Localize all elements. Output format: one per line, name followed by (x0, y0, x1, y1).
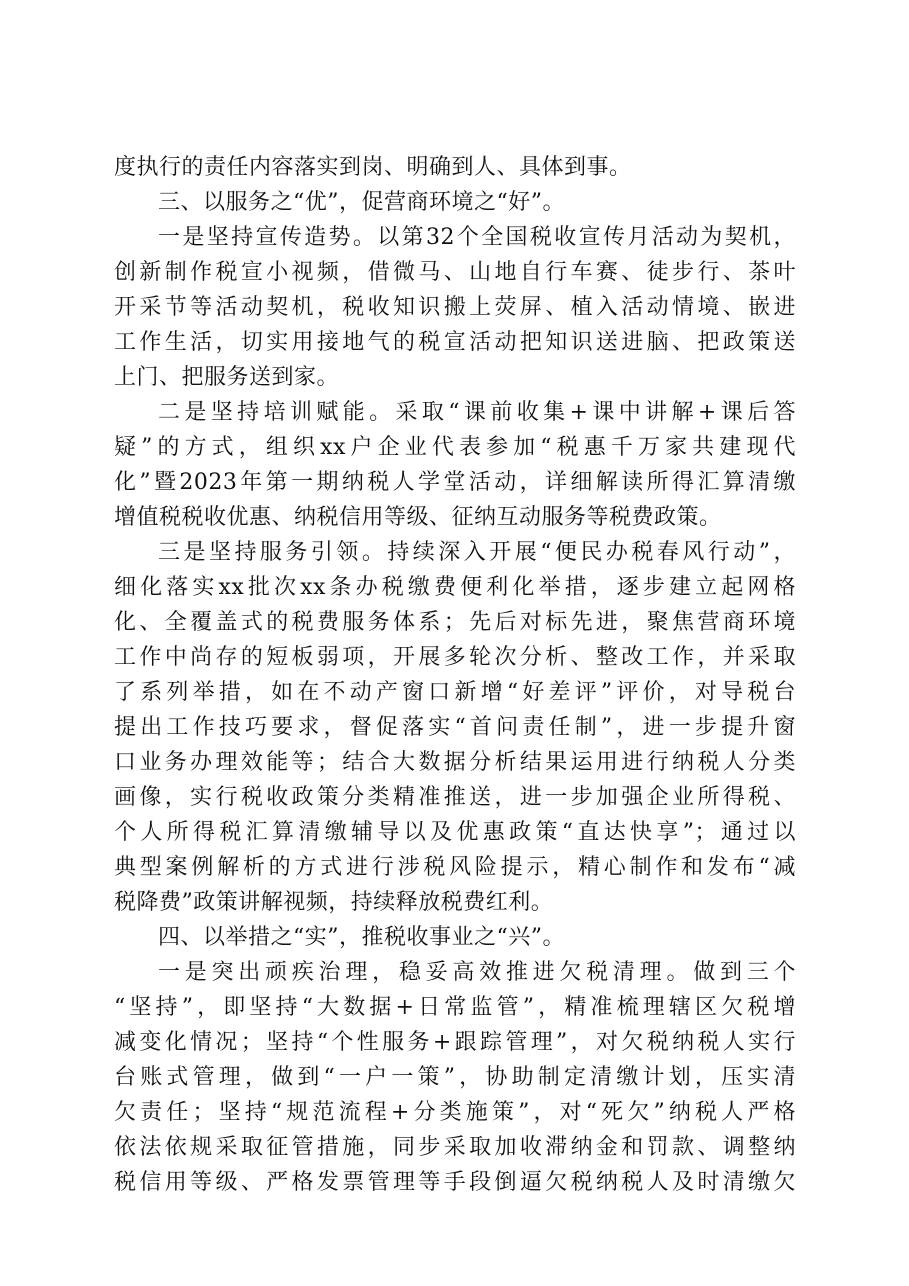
paragraph-line: 依法依规采取征管措施，同步采取加收滞纳金和罚款、调整纳 (114, 1135, 796, 1160)
paragraph-line: 一是坚持宣传造势。以第32个全国税收宣传月活动为契机， (158, 225, 796, 250)
paragraph-line: 税降费”政策讲解视频，持续释放税费红利。 (114, 890, 554, 915)
paragraph-line: 减变化情况；坚持“个性服务+跟踪管理”，对欠税纳税人实行 (114, 1030, 796, 1055)
paragraph-line: 一是突出顽疾治理，稳妥高效推进欠税清理。做到三个 (158, 960, 796, 985)
paragraph-line: 疑”的方式，组织xx户企业代表参加“税惠千万家共建现代 (114, 435, 796, 460)
paragraph-line: 上门、把服务送到家。 (114, 365, 340, 390)
paragraph-line: 画像，实行税收政策分类精准推送，进一步加强企业所得税、 (114, 785, 796, 810)
paragraph-line: 了系列举措，如在不动产窗口新增“好差评”评价，对导税台 (114, 680, 796, 705)
paragraph-line: “坚持”，即坚持“大数据+日常监管”，精准梳理辖区欠税增 (114, 995, 796, 1020)
paragraph-line: 台账式管理，做到“一户一策”，协助制定清缴计划，压实清 (114, 1065, 796, 1090)
paragraph-line: 个人所得税汇算清缴辅导以及优惠政策“直达快享”；通过以 (114, 820, 796, 845)
paragraph-line: 工作生活，切实用接地气的税宣活动把知识送进脑、把政策送 (114, 330, 796, 355)
document-body (114, 150, 796, 1200)
paragraph-line: 典型案例解析的方式进行涉税风险提示，精心制作和发布“减 (114, 855, 796, 880)
paragraph-line: 欠责任；坚持“规范流程+分类施策”，对“死欠”纳税人严格 (114, 1100, 796, 1125)
paragraph-line: 增值税税收优惠、纳税信用等级、征纳互动服务等税费政策。 (114, 505, 722, 530)
paragraph-line: 化”暨2023年第一期纳税人学堂活动，详细解读所得汇算清缴 (114, 470, 796, 495)
paragraph-line: 三是坚持服务引领。持续深入开展“便民办税春风行动”， (158, 540, 796, 565)
paragraph-line: 开采节等活动契机，税收知识搬上荧屏、植入活动情境、嵌进 (114, 295, 796, 320)
paragraph-line: 化、全覆盖式的税费服务体系；先后对标先进，聚焦营商环境 (114, 610, 796, 635)
paragraph-line: 提出工作技巧要求，督促落实“首问责任制”，进一步提升窗 (114, 715, 796, 740)
paragraph-line: 税信用等级、严格发票管理等手段倒逼欠税纳税人及时清缴欠 (114, 1170, 796, 1195)
text-line-continuation: 度执行的责任内容落实到岗、明确到人、具体到事。 (114, 155, 632, 180)
section-heading-3: 三、以服务之“优”，促营商环境之“好”。 (158, 190, 565, 215)
paragraph-line: 工作中尚存的短板弱项，开展多轮次分析、整改工作，并采取 (114, 645, 796, 670)
paragraph-line: 口业务办理效能等；结合大数据分析结果运用进行纳税人分类 (114, 750, 796, 775)
paragraph-line: 创新制作税宣小视频，借微马、山地自行车赛、徒步行、茶叶 (114, 260, 796, 285)
section-heading-4: 四、以举措之“实”，推税收事业之“兴”。 (158, 925, 565, 950)
paragraph-line: 细化落实xx批次xx条办税缴费便利化举措，逐步建立起网格 (114, 575, 796, 600)
paragraph-line: 二是坚持培训赋能。采取“课前收集+课中讲解+课后答 (158, 400, 796, 425)
